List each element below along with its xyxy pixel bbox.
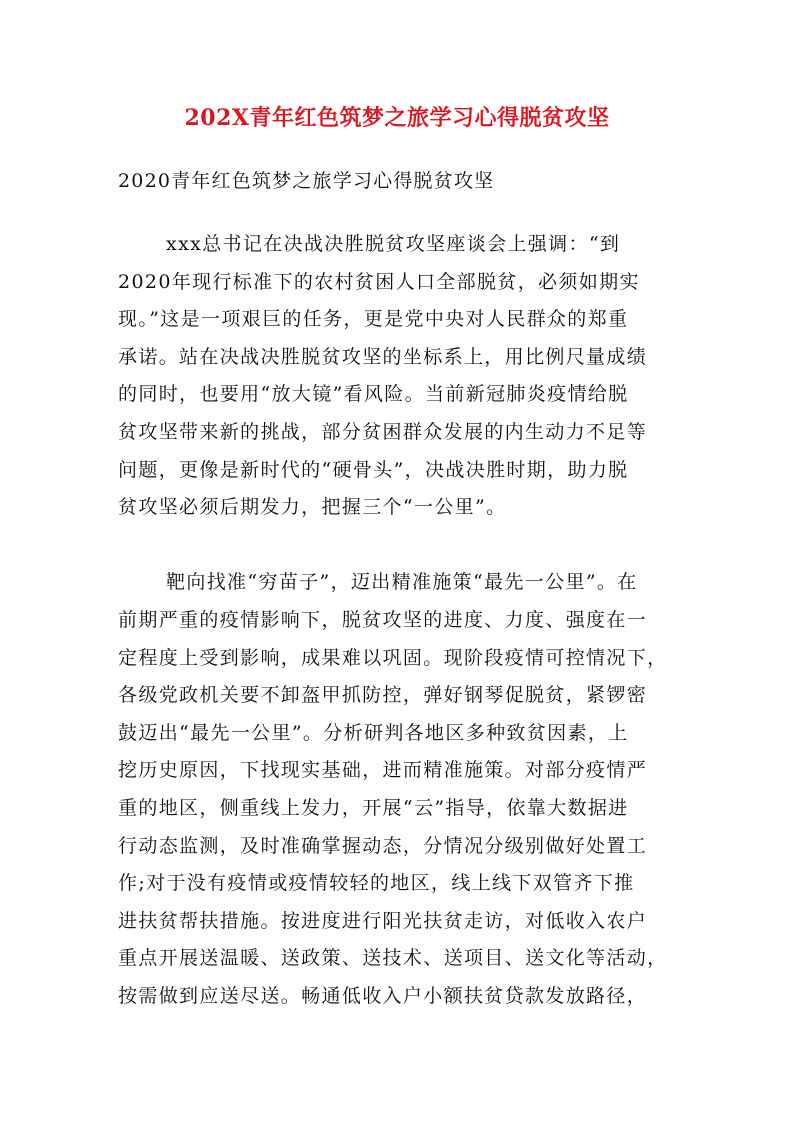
text-line: 前期严重的疫情影响下，脱贫攻坚的进度、力度、强度在一	[118, 608, 648, 631]
text-line: xxx总书记在决战决胜脱贫攻坚座谈会上强调：“到	[166, 233, 621, 255]
paragraph-1	[118, 226, 688, 527]
text-line: 现。”这是一项艰巨的任务，更是党中央对人民群众的郑重	[118, 308, 629, 331]
text-line: 靶向找准“穷苗子”，迈出精准施策“最先一公里”。在	[166, 571, 638, 594]
text-line: 按需做到应送尽送。畅通低收入户小额扶贫贷款发放路径，	[118, 984, 648, 1007]
text-line: 作;对于没有疫情或疫情较轻的地区，线上线下双管齐下推	[118, 872, 635, 895]
text-line: 重的地区，侧重线上发力，开展“云”指导，依靠大数据进	[118, 796, 629, 819]
paragraph-2	[118, 564, 688, 1015]
text-line: 重点开展送温暖、送政策、送技术、送项目、送文化等活动，	[118, 947, 668, 970]
text-line: 各级党政机关要不卸盔甲抓防控，弹好钢琴促脱贫，紧锣密	[118, 684, 648, 707]
text-line: 行动态监测，及时准确掌握动态，分情况分级别做好处置工	[118, 834, 648, 857]
text-line: 问题，更像是新时代的“硬骨头”，决战决胜时期，助力脱	[118, 458, 629, 481]
document-body	[118, 226, 688, 1015]
paragraph-gap	[118, 527, 688, 565]
document-title: 202X青年红色筑梦之旅学习心得脱贫攻坚	[184, 105, 610, 131]
text-line: 挖历史原因，下找现实基础，进而精准施策。对部分疫情严	[118, 759, 648, 782]
text-line: 定程度上受到影响，成果难以巩固。现阶段疫情可控情况下，	[118, 646, 668, 669]
text-line: 进扶贫帮扶措施。按进度进行阳光扶贫走访，对低收入农户	[118, 909, 648, 932]
text-line: 的同时，也要用“放大镜”看风险。当前新冠肺炎疫情给脱	[118, 383, 629, 406]
text-line: 鼓迈出“最先一公里”。分析研判各地区多种致贫因素，上	[118, 721, 629, 744]
text-line: 承诺。站在决战决胜脱贫攻坚的坐标系上，用比例尺量成绩	[118, 345, 648, 368]
text-line: 贫攻坚带来新的挑战，部分贫困群众发展的内生动力不足等	[118, 420, 648, 443]
document-subtitle: 2020青年红色筑梦之旅学习心得脱贫攻坚	[118, 170, 495, 192]
text-line: 2020年现行标准下的农村贫困人口全部脱贫，必须如期实	[118, 270, 640, 293]
text-line: 贫攻坚必须后期发力，把握三个“一公里”。	[118, 496, 507, 519]
